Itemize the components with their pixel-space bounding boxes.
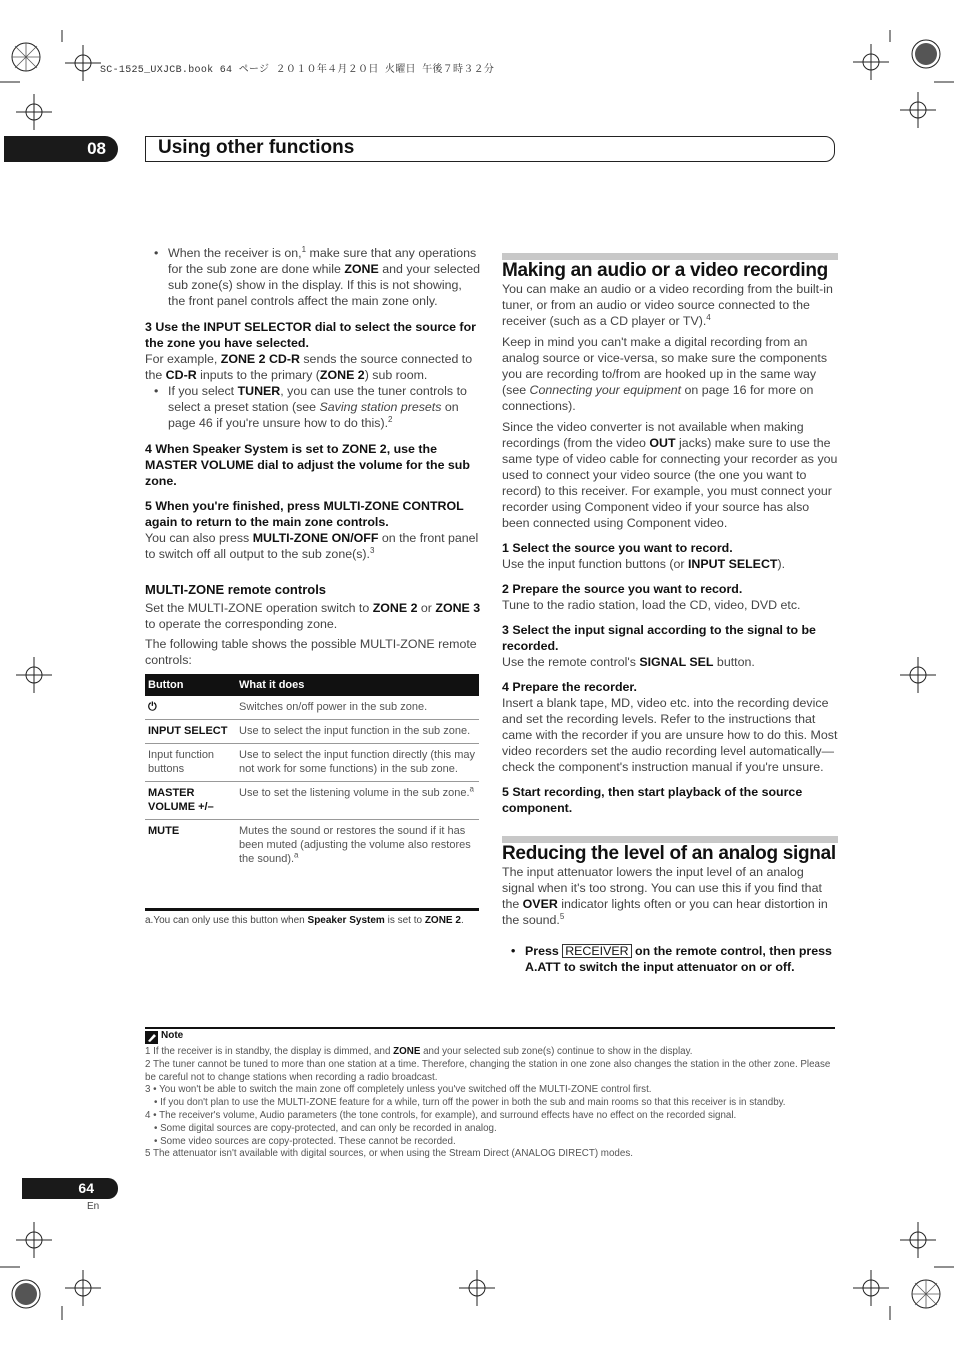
table-row — [145, 744, 479, 782]
rec-step-1-title: 1 Select the source you want to record. — [502, 541, 733, 555]
rec-step-2-title: 2 Prepare the source you want to record. — [502, 582, 743, 596]
note-1: 1 If the receiver is in standby, the display is dimmed, and ZONE and your selected sub zone(s) continue to show in the display. — [145, 1046, 693, 1057]
rec-step-3-title: 3 Select the input signal according to the signal to be recorded. — [502, 623, 816, 653]
remote-controls-table — [145, 674, 479, 871]
table-cell-key: MASTER VOLUME +/– — [145, 782, 236, 820]
section-bar — [502, 253, 838, 260]
table-cell: Use to set the listening volume in the sub zone.$^a$ — [236, 782, 479, 820]
table-bottom-rule — [145, 908, 479, 911]
table-cell: Mutes the sound or restores the sound if it has been muted (adjusting the volume also restores the sound).$^a$ — [239, 825, 471, 865]
note-4c: • Some video sources are copy-protected. These cannot be recorded. — [154, 1135, 456, 1147]
tuner-bullet: • If you select TUNER, you can use the tuner controls to select a preset station (see Saving station presets on page 46 if you're unsure how to do this).$^2$ — [145, 383, 481, 431]
recording-digital-note: Keep in mind you can't make a digital recording from an analog source or vice-versa, so make sure the components you are recording to/from are hooked up in the same way (see Connecting your equipment on page 16 for more on connections). — [502, 335, 828, 413]
table-header-row — [145, 674, 479, 696]
table-row — [145, 696, 479, 720]
table-row — [145, 720, 479, 744]
table-cell: Use to select the input function directly (this may not work for some functions) in the sub zone. — [236, 744, 479, 782]
note-pencil-icon — [145, 1031, 158, 1044]
notes-list — [145, 1046, 839, 1161]
rec-step-5-title: 5 Start recording, then start playback of the source component. — [502, 785, 803, 815]
table-cell-key: Input function buttons — [145, 744, 236, 782]
zone-bullet: • When the receiver is on,$^1$ make sure that any operations for the sub zone are done while ZONE and your selected sub zone(s) show in the display. If this is not showing, the front panel controls affect the main zone only. — [145, 245, 481, 309]
note-5: 5 The attenuator isn't available with digital sources, or when using the Stream Direct (ANALOG DIRECT) modes. — [145, 1148, 633, 1160]
remote-controls-heading: MULTI-ZONE remote controls — [145, 582, 327, 597]
section-title-recording: Making an audio or a video recording — [502, 260, 828, 281]
step-3-title: 3 Use the INPUT SELECTOR dial to select the source for the zone you have selected. — [145, 320, 476, 350]
recording-intro: You can make an audio or a video recording from the built-in tuner, or from an audio or video source connected to the receiver (such as a CD player or TV).$^4$ — [502, 282, 833, 328]
book-info-line: SC-1525_UXJCB.book 64 ページ ２０１０年４月２０日 火曜日 午後７時３２分 — [100, 65, 495, 76]
note-4b: • Some digital sources are copy-protected, and can only be recorded in analog. — [154, 1122, 497, 1134]
note-4a: 4 • The receiver's volume, Audio parameters (the tone controls, for example), and surround effects have no effect on the recorded signal. — [145, 1109, 737, 1121]
notes-heading: Note — [161, 1030, 184, 1041]
table-row — [145, 820, 479, 872]
note-3a: 3 • You won't be able to switch the main zone off completely unless you've switched off the MULTI-ZONE control first. — [145, 1084, 652, 1096]
table-footnote: a.You can only use this button when Speaker System is set to ZONE 2. — [145, 915, 464, 926]
note-2: 2 The tuner cannot be tuned to more than one station at a time. Therefore, changing the station in one zone also changes the station in the other zone. Please be careful not to change stations when recording a radio broadcast. — [145, 1058, 831, 1083]
table-cell: Use to select the input function in the sub zone. — [236, 720, 479, 744]
step-4-title: 4 When Speaker System is set to ZONE 2, use the MASTER VOLUME dial to adjust the volume for the sub zone. — [145, 442, 470, 488]
table-row — [145, 782, 479, 820]
attenuator-intro: The input attenuator lowers the input level of an analog signal when it's too strong. You can use this if you find that the OVER indicator lights often or you can hear distortion in the sound.$^5$ — [502, 865, 828, 927]
rec-step-4-body: Insert a blank tape, MD, video etc. into the recording device and set the recording levels. Refer to the instructions that came with the recorder if you are unsure how to do this. Most video recorders set the audio recording level automatically—check the component's instruction manual if you're unsure. — [502, 696, 838, 774]
column-header-button: Button — [145, 674, 236, 696]
chapter-number-badge: 08 — [4, 136, 118, 162]
table-cell: Switches on/off power in the sub zone. — [236, 696, 479, 720]
attenuator-bullet: • Press RECEIVER on the remote control, then press A.ATT to switch the input attenuator on or off. — [502, 943, 838, 975]
rec-step-4-title: 4 Prepare the recorder. — [502, 680, 637, 694]
table-cell-key: INPUT SELECT — [145, 720, 236, 744]
remote-controls-table-intro: The following table shows the possible MULTI-ZONE remote controls: — [145, 637, 477, 667]
page-number: 64 — [22, 1178, 118, 1199]
right-column — [502, 253, 838, 975]
step-5-body: You can also press MULTI-ZONE ON/OFF on the front panel to switch off all output to the sub zone(s).$^3$ — [145, 531, 479, 561]
section-title-attenuator: Reducing the level of an analog signal — [502, 843, 836, 864]
column-header-what-it-does: What it does — [236, 674, 479, 696]
note-3b: • If you don't plan to use the MULTI-ZONE feature for a while, turn off the power in both the sub and main rooms so that this receiver is in standby. — [154, 1097, 786, 1109]
left-column — [145, 245, 481, 871]
section-bar — [502, 836, 838, 843]
rec-step-1-body: Use the input function buttons (or INPUT SELECT). — [502, 557, 786, 571]
recording-video-note: Since the video converter is not available when making recordings (from the video OUT jacks) make sure to use the same type of video cable for connecting your recorder as you used to connect your video source (the one you want to record) to this receiver. For example, you must connect your recorder using Component video if your source has also been connected using Component video. — [502, 420, 838, 530]
table-cell-key: MUTE — [148, 825, 180, 837]
step-5-title: 5 When you're finished, press MULTI-ZONE CONTROL again to return to the main zone controls. — [145, 499, 464, 529]
receiver-key-label: RECEIVER — [562, 944, 631, 958]
rec-step-2-body: Tune to the radio station, load the CD, video, DVD etc. — [502, 598, 801, 612]
power-icon: ⏻ — [145, 696, 236, 720]
notes-rule — [145, 1027, 835, 1029]
language-code: En — [87, 1201, 100, 1212]
chapter-title: Using other functions — [158, 137, 355, 158]
remote-controls-intro: Set the MULTI-ZONE operation switch to ZONE 2 or ZONE 3 to operate the corresponding zone. — [145, 601, 481, 631]
step-3-body: For example, ZONE 2 CD-R sends the source connected to the CD-R inputs to the primary (ZONE 2) sub room. — [145, 352, 473, 382]
rec-step-3-body: Use the remote control's SIGNAL SEL button. — [502, 655, 755, 669]
